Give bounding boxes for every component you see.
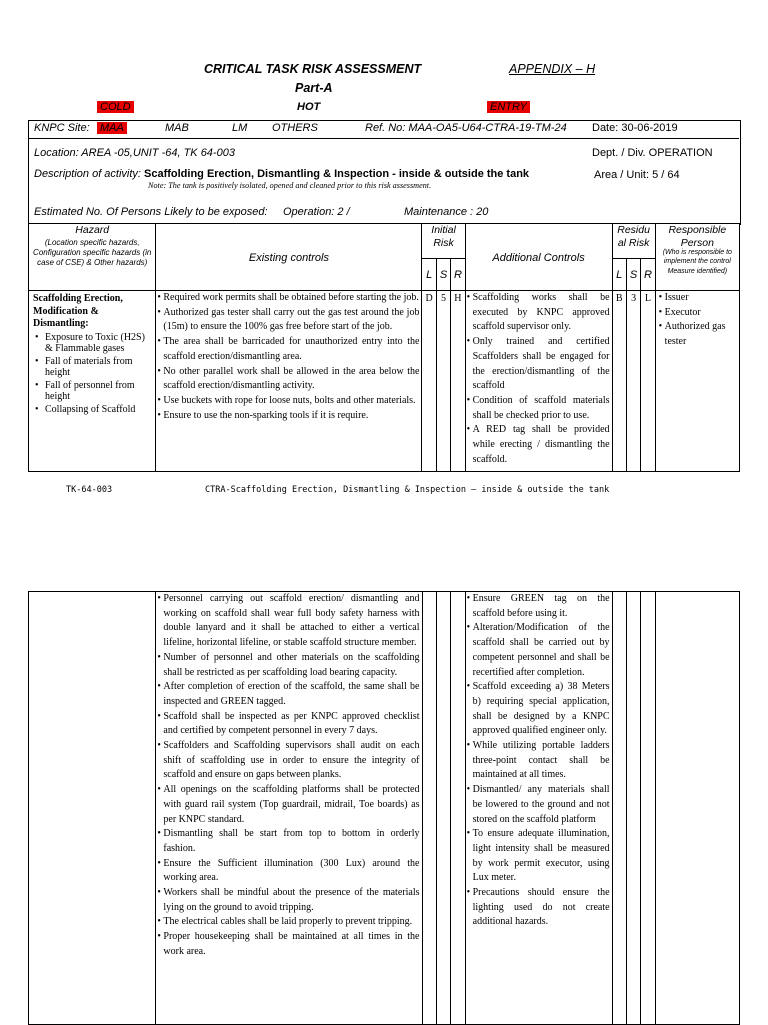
initial-r-cell [451,592,465,1025]
list-item: • A RED tag shall be provided while erecting / dismantling the scaffold. [473,423,610,467]
residual-r-cell [641,592,655,1025]
responsible-cell [655,592,739,1025]
site-others-checkbox: OTHERS [272,122,318,134]
list-item: • Authorized gas tester shall carry out the gas test around the job (15m) to ensure the 100% gas free before start of the job. [163,306,419,335]
responsible-cell [655,291,739,472]
responsible-sub2: Measure identified) [667,268,728,275]
list-item: • Condition of scaffold materials shall be checked prior to use. [473,394,610,423]
list-item: • Required work permits shall be obtained before starting the job. [163,291,419,306]
list-item: • No other parallel work shall be allowed in the area below the scaffold erection/dismantling activity. [163,365,419,394]
site-mab-checkbox: MAB [165,122,189,134]
residual-risk-header [612,224,655,259]
list-item: • Ensure the Sufficient illumination (300 Lux) around the working area. [163,857,419,886]
list-item: • Workers shall be mindful about the presence of the materials lying on the ground to avoid tripping. [163,886,419,915]
responsible-sub: (Who is responsible to implement the control [662,249,732,265]
list-item: • Authorized gas tester [665,320,737,349]
hazard-header [29,224,156,291]
existing-controls-title: Existing controls [248,252,329,264]
additional-controls-list [466,592,612,930]
maintenance-count: Maintenance : 20 [404,206,489,218]
list-item: • After completion of erection of the scaffold, the same shall be inspected and GREEN tagged. [163,680,419,709]
list-item: • Dismantling shall be start from top to bottom in orderly fashion. [163,827,419,856]
list-item: • Alteration/Modification of the scaffold shall be carried out by competent personnel and shall be recertified after completion. [473,621,610,680]
knpc-site-label: KNPC Site: [34,122,90,134]
additional-controls-header [465,224,612,291]
additional-controls-list [466,291,612,467]
list-item: • Dismantled/ any materials shall be lowered to the ground and not stored on the scaffold platform [473,783,610,827]
residual-risk-title: Residu al Risk [617,224,650,249]
list-item: • Use buckets with rope for loose nuts, bolts and other materials. [163,394,419,409]
residual-r-header: R [641,259,655,291]
table-row [29,592,740,1025]
list-item: • Scaffold shall be inspected as per KNPC approved checklist and certified by competent personnel in every 7 days. [163,710,419,739]
hazard-list [29,332,155,415]
site-lm-checkbox: LM [232,122,248,134]
list-item: • Proper housekeeping shall be maintained at all times in the work area. [163,930,419,959]
hazard-cell [29,291,156,472]
list-item: • Scaffold exceeding a) 38 Meters b) requiring special application, shall be designed by a KNPC approved qualified engineer only. [473,680,610,739]
existing-controls-list [156,291,421,423]
initial-risk-header [422,224,465,259]
list-item: • To ensure adequate illumination, light intensity shall be measured by work permit executor, using Lux meter. [473,827,610,886]
initial-l-header: L [422,259,436,291]
footer-doc-id: TK-64-003 [66,485,113,495]
list-item: • Fall of personnel from height [45,380,153,402]
initial-r-header: R [451,259,465,291]
operation-count: Operation: 2 / [283,206,350,218]
entry-checkbox: ENTRY [487,101,530,113]
initial-r-value: H [451,291,465,472]
hazard-header-sub: (Location specific hazards, Configuration specific hazards (in case of CSE) & Other hazards) [33,238,152,267]
table-row [29,291,740,472]
appendix-label: APPENDIX – H [509,62,596,76]
list-item: • Precautions should ensure the lighting used do not create additional hazards. [473,886,610,930]
activity-value: Scaffolding Erection, Dismantling & Inspection - inside & outside the tank [144,168,530,180]
list-item: • Executor [665,306,737,321]
additional-controls-cell [465,592,612,1025]
date: Date: 30-06-2019 [592,122,678,134]
responsible-header [655,224,739,291]
responsible-title: Responsible Person [668,224,727,249]
additional-controls-cell [465,291,612,472]
hot-checkbox: HOT [297,101,321,113]
list-item: • All openings on the scaffolding platforms shall be protected with guard rail system (Top guardrail, midrail, Toe boards) as per KNPC standard. [163,783,419,827]
residual-s-value: 3 [626,291,640,472]
initial-l-cell [422,592,436,1025]
list-item: • Scaffolders and Scaffolding supervisors shall audit on each shift of scaffolding use in order to ensure the integrity of scaffold and ensure on gaps between planks. [163,739,419,783]
existing-controls-list [156,592,421,960]
isolation-note: Note: The tank is positively isolated, opened and cleaned prior to this risk assessment. [148,181,432,190]
list-item: • Fall of materials from height [45,356,153,378]
list-item: • While utilizing portable ladders three-point contact shall be maintained at all times. [473,739,610,783]
hazard-cell [29,592,156,1025]
site-maa-checkbox: MAA [97,122,127,134]
existing-controls-cell [156,592,422,1025]
responsible-list [656,291,739,350]
residual-s-cell [626,592,640,1025]
risk-table-page2 [28,591,740,1025]
persons-exposed-label: Estimated No. Of Persons Likely to be exposed: [34,206,268,218]
dept: Dept. / Div. OPERATION [592,147,713,159]
residual-l-header: L [612,259,626,291]
header-divider [28,138,739,139]
list-item: • Ensure to use the non-sparking tools if it is require. [163,409,419,424]
risk-table-page1 [28,223,740,472]
residual-l-cell [612,592,626,1025]
cold-checkbox: COLD [97,101,134,113]
initial-l-value: D [422,291,436,472]
list-item: • Issuer [665,291,737,306]
hazard-header-title: Hazard [75,224,110,236]
additional-controls-title: Additional Controls [492,252,585,264]
list-item: • Only trained and certified Scaffolders shall be engaged for the erection/dismantling of the scaffold [473,335,610,394]
residual-l-value: B [612,291,626,472]
list-item: • Ensure GREEN tag on the scaffold before using it. [473,592,610,621]
residual-r-value: L [641,291,655,472]
hazard-title: Scaffolding Erection, Modification & Dismantling: [33,293,123,329]
list-item: • Exposure to Toxic (H2S) & Flammable gases [45,332,153,354]
part-label: Part-A [295,81,333,95]
ref-no: Ref. No: MAA-OA5-U64-CTRA-19-TM-24 [365,122,567,134]
existing-controls-cell [156,291,422,472]
existing-controls-header [156,224,422,291]
area-unit: Area / Unit: 5 / 64 [594,169,680,181]
list-item: • Personnel carrying out scaffold erection/ dismantling and working on scaffold shall wear full body safety harness with double lanyard and it shall be attached to either a vertical lifeline, horizontal lifeline, or stable scaffold structure member. [163,592,419,651]
page-title: CRITICAL TASK RISK ASSESSMENT [204,62,422,76]
residual-s-header: S [626,259,640,291]
list-item: • Scaffolding works shall be executed by KNPC approved scaffold supervisor only. [473,291,610,335]
footer-doc-title: CTRA-Scaffolding Erection, Dismantling & Inspection – inside & outside the tank [205,485,610,495]
initial-s-header: S [436,259,450,291]
list-item: • The electrical cables shall be laid properly to prevent tripping. [163,915,419,930]
initial-s-value: 5 [436,291,450,472]
initial-risk-title: Initial Risk [431,224,456,249]
list-item: • Collapsing of Scaffold [45,404,153,415]
list-item: • The area shall be barricaded for unauthorized entry into the scaffold erection/dismantling area. [163,335,419,364]
location: Location: AREA -05,UNIT -64, TK 64-003 [34,147,235,159]
list-item: • Number of personnel and other materials on the scaffolding shall be restricted as per scaffolding load bearing capacity. [163,651,419,680]
initial-s-cell [436,592,450,1025]
activity-label: Description of activity: [34,168,141,180]
